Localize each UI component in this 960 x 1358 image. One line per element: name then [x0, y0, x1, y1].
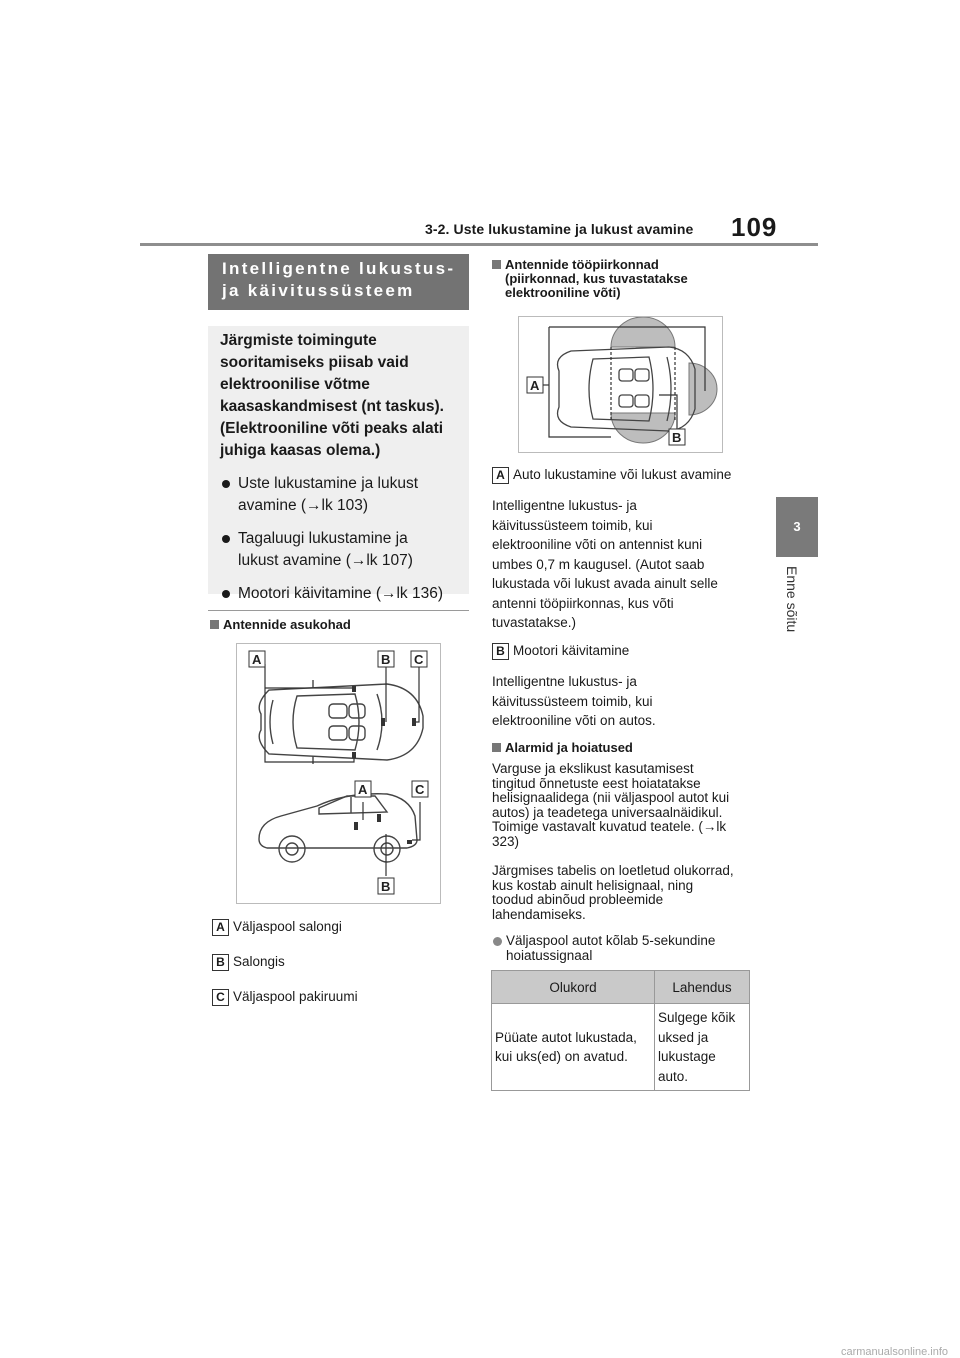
- antenna-range-figure: [518, 316, 723, 453]
- bullet-line: lukust avamine (→lk 107): [238, 552, 413, 569]
- alarms-heading: [492, 741, 633, 755]
- separator: [208, 610, 469, 611]
- intro-line: juhiga kaasas olema.): [220, 442, 381, 459]
- legend-text: Väljaspool salongi: [233, 919, 342, 934]
- intro-line: kaasaskandmisest (nt taskus).: [220, 398, 444, 415]
- header-section-title: 3-2. Uste lukustamine ja lukust avamine: [425, 221, 694, 237]
- cell-line: auto.: [658, 1068, 689, 1084]
- text-line: lahendamiseks.: [492, 906, 586, 922]
- page-number: 109: [731, 212, 778, 242]
- heading-line: Antennide tööpiirkonnad: [505, 257, 659, 272]
- table-cell-solution: [655, 1004, 750, 1091]
- heading-text: Antennide asukohad: [223, 617, 351, 632]
- text-line: autos) ja teadetega universaalnäidikul.: [492, 804, 723, 820]
- text-line: toodud abinõud probleemide: [492, 892, 664, 907]
- alarms-bullet: [492, 934, 960, 963]
- antenna-locations-heading: [210, 618, 351, 632]
- text-line: lukustada või lukust avada ainult selle: [492, 576, 718, 591]
- item-title: Auto lukustamine või lukust avamine: [513, 467, 732, 482]
- intro-line: sooritamiseks piisab vaid: [220, 354, 409, 371]
- table-header-row: [492, 971, 750, 1004]
- cell-line: Püüate autot lukustada,: [495, 1029, 637, 1045]
- table-cell-situation: [492, 1004, 655, 1091]
- chapter-tab: 3: [776, 497, 818, 557]
- text-line: Intelligentne lukustus- ja: [492, 498, 637, 513]
- text-line: kus kostab ainult helisignaal, ning: [492, 877, 694, 893]
- text-line: Väljaspool autot kõlab 5-sekundine: [506, 933, 716, 948]
- text-line: tingitud õnnetuste eest hoiatatakse: [492, 775, 701, 791]
- bullet-line: Tagaluugi lukustamine ja: [238, 530, 408, 547]
- legend-item-c: [212, 988, 358, 1006]
- legend-key: B: [212, 954, 229, 971]
- text-line: Järgmises tabelis on loetletud olukorrad,: [492, 863, 734, 878]
- text-line: Intelligentne lukustus- ja: [492, 674, 637, 689]
- text-line: käivitussüsteem toimib, kui: [492, 517, 653, 533]
- bullet-line: avamine (→lk 103): [238, 497, 369, 514]
- cell-line: Sulgege kõik: [658, 1010, 736, 1025]
- legend-item-a: [212, 918, 342, 936]
- range-item-b-title: [492, 642, 629, 660]
- text-line: elektrooniline võti on autos.: [492, 713, 656, 728]
- figure-label-c-side: C: [415, 782, 425, 797]
- item-key: B: [492, 643, 509, 660]
- range-label-a: A: [530, 378, 540, 393]
- text-line: käivitussüsteem toimib, kui: [492, 693, 653, 709]
- legend-text: Väljaspool pakiruumi: [233, 989, 358, 1004]
- chapter-label-text: Enne sõitu: [784, 566, 800, 633]
- footer-watermark: carmanualsonline.info: [840, 1346, 948, 1358]
- bullet-line: Uste lukustamine ja lukust: [238, 475, 419, 492]
- square-bullet-icon: [492, 260, 501, 269]
- heading-line: (piirkonnad, kus tuvastatakse: [505, 271, 688, 286]
- intro-box: [208, 326, 469, 602]
- legend-text: Salongis: [233, 954, 285, 969]
- alarms-para-2: [492, 864, 734, 922]
- figure-label-c: C: [414, 652, 424, 667]
- figure-label-b: B: [381, 652, 391, 667]
- text-line: helisignaalidega (nii väljaspool autot kui: [492, 790, 730, 805]
- table-header: Lahendus: [655, 971, 750, 1004]
- range-item-b-text: [492, 672, 656, 731]
- antenna-locations-figure: [236, 643, 441, 904]
- heading-line: elektrooniline võti): [505, 285, 621, 300]
- text-line: Toimige vastavalt kuvatud teatele. (→lk: [492, 819, 727, 834]
- text-line: tuvastatakse.): [492, 615, 577, 630]
- item-key: A: [492, 467, 509, 484]
- figure-label-a-side: A: [358, 782, 368, 797]
- table-row: [492, 1004, 750, 1091]
- antenna-range-heading: [492, 258, 688, 300]
- range-item-a-text: [492, 496, 718, 633]
- square-bullet-icon: [492, 743, 501, 752]
- text-line: antenni tööpiirkonnas, kus võti: [492, 595, 674, 611]
- intro-bullet: [220, 528, 457, 572]
- intro-text: [220, 330, 457, 462]
- alarm-table-wrap: [491, 970, 750, 1091]
- legend-key: C: [212, 989, 229, 1006]
- car-diagram: [237, 644, 440, 903]
- alarms-para-1: [492, 762, 729, 849]
- text-line: elektrooniline võti on antennist kuni: [492, 537, 703, 552]
- intro-line: elektroonilise võtme: [220, 376, 370, 393]
- intro-bullet: [220, 473, 457, 517]
- range-item-a-title: [492, 466, 731, 484]
- alarm-table: [491, 970, 750, 1091]
- range-label-b: B: [672, 430, 682, 445]
- intro-line: Järgmiste toimingute: [220, 332, 377, 349]
- range-diagram: [519, 317, 722, 452]
- cell-line: uksed ja: [658, 1029, 709, 1045]
- figure-label-b-side: B: [381, 879, 391, 894]
- cell-line: kui uks(ed) on avatud.: [495, 1049, 628, 1064]
- header-rule: [140, 243, 818, 246]
- legend-item-b: [212, 953, 285, 971]
- text-line: 323): [492, 833, 520, 849]
- chapter-label: [776, 566, 818, 646]
- text-line: umbes 0,7 m kaugusel. (Autot saab: [492, 556, 705, 572]
- square-bullet-icon: [210, 620, 219, 629]
- figure-label-a: A: [252, 652, 262, 667]
- heading-text: Alarmid ja hoiatused: [505, 740, 633, 755]
- bullet-line: Mootori käivitamine (→lk 136): [238, 585, 444, 602]
- text-line: hoiatussignaal: [506, 947, 593, 963]
- section-heading: Intelligentne lukustus- ja käivitussüsteem: [208, 254, 469, 310]
- item-title: Mootori käivitamine: [513, 643, 630, 658]
- table-header: Olukord: [492, 971, 655, 1004]
- cell-line: lukustage: [658, 1049, 716, 1064]
- legend-key: A: [212, 919, 229, 936]
- text-line: Varguse ja ekslikust kasutamisest: [492, 761, 694, 776]
- intro-bullet: [220, 583, 457, 605]
- intro-line: (Elektrooniline võti peaks alati: [220, 420, 444, 437]
